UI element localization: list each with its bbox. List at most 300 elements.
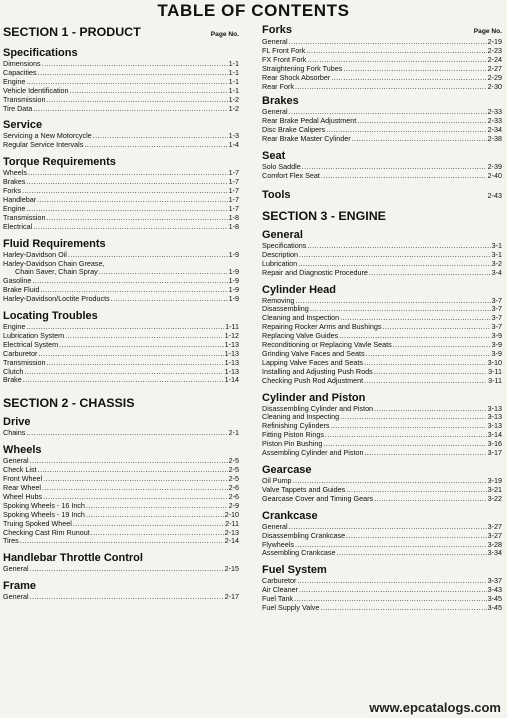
toc-entry-page: 1-2 <box>228 103 239 113</box>
toc-entry-page: 2-29 <box>487 72 502 82</box>
toc-entry-label: Chains <box>3 428 26 438</box>
leader-dots <box>340 413 486 422</box>
leader-dots <box>297 577 486 586</box>
toc-entry[interactable] <box>262 549 502 558</box>
leader-dots <box>86 502 228 511</box>
toc-entry-label: Valve Tappets and Guides <box>262 484 346 494</box>
toc-entry[interactable] <box>262 449 502 458</box>
leader-dots <box>23 376 224 385</box>
toc-group-heading: Seat <box>262 150 286 163</box>
leader-dots <box>26 429 227 438</box>
section-1-groups <box>3 47 239 385</box>
toc-group-heading: Specifications <box>3 47 78 59</box>
toc-entry-label: Regular Service Intervals <box>3 140 84 150</box>
toc-entry-label: Grinding Valve Faces and Seats <box>262 348 365 358</box>
toc-entry-label: Check List <box>3 465 37 475</box>
toc-entry-label: Transmission <box>3 212 46 222</box>
leader-dots <box>42 60 228 69</box>
toc-entry-page: 3-1 <box>491 249 502 259</box>
toc-entry-page: 1-2 <box>228 94 239 104</box>
toc-entry-page: 3-11 <box>488 375 502 385</box>
toc-group-heading: Gearcase <box>262 464 312 476</box>
leader-dots <box>374 368 487 377</box>
toc-entry-label: Rear Shock Absorber <box>262 72 331 82</box>
leader-dots <box>37 196 227 205</box>
toc-entry-page: 1-7 <box>228 194 239 204</box>
toc-group-heading: Locating Troubles <box>3 310 98 323</box>
toc-entry-label: Brake Fluid <box>3 285 40 295</box>
leader-dots <box>30 457 228 466</box>
toc-entry-label: Assembling Cylinder and Piston <box>262 448 364 458</box>
toc-entry-label: Assembling Crankcase <box>262 548 336 558</box>
leader-dots <box>91 529 224 538</box>
toc-entry-label: Spoking Wheels - 16 Inch <box>3 500 85 510</box>
toc-entry-label: Reconditioning or Replacing Vavle Seats <box>262 340 392 350</box>
toc-entry-page: 2-5 <box>228 456 239 466</box>
toc-entry-label: Brakes <box>3 177 26 187</box>
toc-entry[interactable] <box>262 377 502 386</box>
toc-entry-page: 2-6 <box>228 491 239 501</box>
section-3-groups <box>262 229 502 613</box>
toc-entry-label: Wheels <box>3 168 27 178</box>
toc-entry-label: Forks <box>3 186 21 196</box>
toc-entry-page: 2-17 <box>224 592 239 602</box>
toc-entry-page: 3-16 <box>487 439 502 449</box>
leader-dots <box>46 359 223 368</box>
leader-dots <box>366 350 491 359</box>
toc-entry[interactable] <box>262 172 502 181</box>
toc-entry[interactable] <box>262 577 502 586</box>
toc-entry-page: 3-13 <box>487 403 502 413</box>
toc-entry-page: 2-19 <box>487 37 502 46</box>
toc-entry-label: Brake <box>3 375 22 385</box>
toc-entry[interactable] <box>3 359 239 368</box>
toc-entry-label: Repairing Rocker Arms and Bushings <box>262 322 382 332</box>
leader-dots <box>59 341 223 350</box>
toc-entry-page: 3-14 <box>487 430 502 440</box>
leader-dots <box>111 295 228 304</box>
toc-entry-label: Transmission <box>3 357 46 367</box>
toc-entry-label: Solo Saddle <box>262 162 301 172</box>
toc-entry-page: 1-7 <box>228 203 239 213</box>
toc-group-heading: Drive <box>3 416 31 429</box>
toc-entry-page: 3-43 <box>487 585 502 595</box>
toc-entry-page: 1-9 <box>228 267 239 277</box>
toc-group-heading: Frame <box>3 580 37 593</box>
leader-dots <box>46 214 227 223</box>
page-title: TABLE OF CONTENTS <box>157 1 350 20</box>
toc-entry-label: Fitting Piston Rings <box>262 430 324 440</box>
toc-entry-page: 2-14 <box>224 536 239 546</box>
toc-entry-page: 3-17 <box>487 448 502 458</box>
leader-dots <box>393 341 491 350</box>
leader-dots <box>93 132 228 141</box>
leader-dots <box>325 431 487 440</box>
toc-entry-page: 1-9 <box>228 294 239 304</box>
leader-dots <box>42 484 228 493</box>
page-no-label-right: Page No. <box>473 28 502 35</box>
leader-dots <box>38 350 223 359</box>
leader-dots <box>306 47 486 56</box>
toc-entry[interactable] <box>3 178 239 187</box>
toc-entry-page: 2-27 <box>487 63 502 73</box>
toc-entry[interactable] <box>262 251 502 260</box>
toc-entry-label: Engine <box>3 76 26 86</box>
toc-entry-page: 2-10 <box>224 509 239 519</box>
toc-entry-page: 3-13 <box>487 421 502 431</box>
section-2-header <box>3 395 239 412</box>
section-1-header <box>3 24 239 43</box>
toc-entry-page: 2-15 <box>224 564 239 574</box>
toc-entry[interactable] <box>3 457 239 466</box>
leader-dots <box>86 511 224 520</box>
leader-dots <box>364 377 487 386</box>
toc-entry-page: 1-7 <box>228 177 239 187</box>
toc-entry-label: Disc Brake Calipers <box>262 125 326 135</box>
toc-group-heading: Handlebar Throttle Control <box>3 552 143 565</box>
toc-entry-page: 2-40 <box>487 170 502 180</box>
toc-entry-page: 1-9 <box>228 285 239 295</box>
toc-entry[interactable] <box>3 196 239 205</box>
toc-entry[interactable] <box>3 368 239 377</box>
toc-entry-label: Harley-Davidson Oil <box>3 249 67 259</box>
leader-dots <box>320 604 486 613</box>
toc-entry-page: 2-30 <box>487 81 502 91</box>
toc-entry-label: General <box>262 521 288 531</box>
toc-entry-label: Flywheels <box>262 539 294 549</box>
toc-entry-label: Rear Wheel <box>3 483 41 492</box>
toc-entry-label: Cleaning and Inspection <box>262 313 340 323</box>
right-column <box>262 24 502 613</box>
toc-entry-page: 2-9 <box>228 500 239 510</box>
leader-dots <box>357 117 486 126</box>
toc-entry-page: 2-23 <box>487 45 502 55</box>
toc-entry-page: 3-45 <box>487 594 502 604</box>
toc-entry-label: Vehicle Identification <box>3 85 69 95</box>
toc-entry-label: Truing Spoked Wheel <box>3 518 72 528</box>
toc-entry-label: Comfort Flex Seat <box>262 170 320 180</box>
toc-entry-label: Gasoline <box>3 276 32 286</box>
toc-entry[interactable] <box>262 495 502 504</box>
toc-entry-page: 1-13 <box>224 357 239 367</box>
toc-entry-page: 3-45 <box>487 603 502 613</box>
toc-entry-label: Piston Pin Bushing <box>262 439 323 449</box>
toc-entry[interactable] <box>3 214 239 223</box>
leader-dots <box>30 593 224 602</box>
toc-entry-label: Disassembling Cylinder and Piston <box>262 403 374 413</box>
leader-dots <box>26 205 227 214</box>
toc-entry[interactable] <box>262 604 502 613</box>
toc-entry-page: 3-9 <box>491 340 502 350</box>
leader-dots <box>364 449 486 458</box>
toc-entry-page: 3-28 <box>487 539 502 549</box>
leader-dots <box>70 87 228 96</box>
toc-entry-label: Handlebar <box>3 194 37 204</box>
toc-entry[interactable] <box>3 96 239 105</box>
toc-entry-page: 3-2 <box>491 258 502 268</box>
toc-entry[interactable] <box>3 268 239 277</box>
leader-dots <box>294 595 487 604</box>
toc-entry-label: Rear Fork <box>262 81 294 91</box>
toc-group-heading: Brakes <box>262 95 299 108</box>
toc-entry[interactable] <box>3 529 239 538</box>
forks-rows <box>262 38 502 91</box>
toc-group-heading: Wheels <box>3 444 42 457</box>
toc-entry-label: Front Wheel <box>3 474 43 484</box>
leader-dots <box>33 105 227 114</box>
leader-dots <box>321 172 487 181</box>
section-2-groups <box>3 416 239 602</box>
leader-dots <box>46 96 227 105</box>
leader-dots <box>38 466 228 475</box>
toc-entry-label: FX Front Fork <box>262 54 307 64</box>
toc-entry-label: Engine <box>3 203 26 213</box>
leader-dots <box>295 83 487 92</box>
leader-dots <box>299 586 487 595</box>
toc-entry[interactable] <box>3 565 239 574</box>
toc-entry-label: Harley-Davidson/Loctite Products <box>3 294 110 304</box>
toc-entry-label: Disassembling Crankcase <box>262 530 346 540</box>
leader-dots <box>382 323 490 332</box>
toc-entry[interactable] <box>3 376 239 385</box>
toc-entry-label: Cleaning and Inspecting <box>262 412 340 422</box>
leader-dots <box>65 332 223 341</box>
toc-entry[interactable] <box>3 429 239 438</box>
leader-dots <box>43 475 227 484</box>
leader-dots <box>38 69 228 78</box>
forks-heading: Forks <box>262 24 292 36</box>
toc-group-heading: Torque Requirements <box>3 156 116 169</box>
toc-entry-page: 2-13 <box>224 527 239 537</box>
toc-entry-label: Straightening Fork Tubes <box>262 63 343 73</box>
toc-entry-label: Engine <box>3 322 26 332</box>
toc-entry-label: FL Front Fork <box>262 45 306 55</box>
toc-entry-page: 1-7 <box>228 168 239 178</box>
leader-dots <box>307 242 490 251</box>
toc-entry[interactable] <box>3 223 239 232</box>
page-no-label: Page No. <box>210 31 239 38</box>
toc-entry-page: 1-14 <box>224 375 239 385</box>
toc-entry-page: 1-13 <box>224 339 239 349</box>
toc-entry-page: 1-1 <box>228 76 239 86</box>
toc-entry-label: Checking Cast Rim Runout <box>3 527 90 537</box>
toc-entry-label: General <box>3 456 29 466</box>
leader-dots <box>364 359 487 368</box>
toc-entry-page: 1-1 <box>228 85 239 95</box>
leader-dots <box>289 38 487 47</box>
toc-entry-page: 3-9 <box>491 331 502 341</box>
leader-dots <box>24 368 223 377</box>
toc-entry-label: Harley-Davidson Chain Grease, <box>3 258 105 268</box>
leader-dots <box>28 169 228 178</box>
tools-entry[interactable] <box>262 189 502 202</box>
toc-group-heading: Cylinder Head <box>262 283 336 296</box>
toc-entry-label: Checking Push Rod Adjustment <box>262 375 364 385</box>
toc-entry-page: 2-33 <box>487 107 502 117</box>
toc-entry-page: 3-4 <box>491 267 502 277</box>
toc-entry-label: Refinishing Cylinders <box>262 421 330 431</box>
section-3-header <box>262 208 502 225</box>
toc-entry-page: 2-11 <box>225 518 239 528</box>
section-3-title: SECTION 3 - ENGINE <box>262 208 386 223</box>
toc-group-heading: General <box>262 228 303 241</box>
toc-entry-page: 2-5 <box>228 465 239 475</box>
toc-entry-page: 2-6 <box>228 483 239 492</box>
leader-dots <box>99 268 228 277</box>
toc-entry-label: Clutch <box>3 366 24 376</box>
leader-dots <box>374 495 487 504</box>
leader-dots <box>33 223 227 232</box>
toc-entry-label: Carburetor <box>3 348 38 358</box>
toc-entry-page: 3-11 <box>488 366 502 376</box>
toc-entry-page: 1-8 <box>228 221 239 231</box>
leader-dots <box>302 163 487 172</box>
toc-entry[interactable] <box>262 83 502 92</box>
toc-entry-page: 2-39 <box>487 162 502 172</box>
toc-entry-label: Disassembling <box>262 304 309 314</box>
leader-dots <box>374 405 487 414</box>
leader-dots <box>295 297 490 306</box>
toc-entry-label: Tires <box>3 536 19 546</box>
leader-dots <box>26 178 227 187</box>
toc-entry-label: Servicing a New Motorcycle <box>3 131 92 141</box>
toc-entry[interactable] <box>3 141 239 150</box>
toc-entry[interactable] <box>262 586 502 595</box>
toc-entry-label: Electrical System <box>3 339 59 349</box>
forks-header <box>262 24 502 38</box>
toc-entry-label: Wheel Hubs <box>3 491 43 501</box>
toc-entry-page: 1-4 <box>228 140 239 150</box>
leader-dots <box>331 422 487 431</box>
toc-entry-page: 3-21 <box>487 484 502 494</box>
toc-entry[interactable] <box>3 593 239 602</box>
leader-dots <box>84 141 227 150</box>
toc-entry-label: Specifications <box>262 240 307 250</box>
toc-entry[interactable] <box>3 69 239 78</box>
toc-entry-label: Lubrication System <box>3 330 65 340</box>
toc-entry-label: Electrical <box>3 221 33 231</box>
toc-entry-label: Rear Brake Master Cylinder <box>262 134 351 144</box>
toc-entry-label: Gearcase Cover and Timing Gears <box>262 493 374 503</box>
toc-entry-label: Replacing Valve Guides <box>262 331 339 341</box>
toc-entry-page: 3-7 <box>491 304 502 314</box>
toc-entry-page: 3-22 <box>487 493 502 503</box>
toc-entry-page: 3-10 <box>487 357 502 367</box>
leader-dots <box>352 135 487 144</box>
toc-entry-page: 1-9 <box>228 276 239 286</box>
leader-dots <box>331 74 486 83</box>
toc-entry-label: Fuel Tank <box>262 594 294 604</box>
left-column <box>3 24 239 602</box>
toc-entry-label: Rear Brake Pedal Adjustment <box>262 116 357 126</box>
toc-entry[interactable] <box>3 187 239 196</box>
toc-entry-page: 3-27 <box>487 521 502 531</box>
toc-group-heading: Service <box>3 119 43 132</box>
toc-entry-label: Air Cleaner <box>262 585 298 595</box>
toc-entry-page: 2-1 <box>228 428 239 438</box>
toc-entry-page: 1-12 <box>224 330 239 340</box>
toc-entry-page: 3-37 <box>487 576 502 586</box>
toc-entry-label: Carburetor <box>262 576 297 586</box>
toc-entry-page: 1-11 <box>225 322 239 332</box>
toc-entry[interactable] <box>3 537 239 546</box>
toc-entry-page: 3-27 <box>487 530 502 540</box>
toc-entry[interactable] <box>3 60 239 69</box>
toc-group-heading: Crankcase <box>262 509 318 522</box>
toc-entry-label: Oil Pump <box>262 476 292 485</box>
tools-heading: Tools <box>262 188 291 201</box>
toc-entry-label: Tire Data <box>3 103 33 113</box>
section-1-title: SECTION 1 - PRODUCT <box>3 25 141 39</box>
toc-entry-page: 3-34 <box>487 548 502 558</box>
toc-entry-label: Spoking Wheels - 19 Inch <box>3 509 85 519</box>
toc-entry[interactable] <box>262 532 502 541</box>
leader-dots <box>32 277 227 286</box>
chassis-groups-right <box>262 95 502 180</box>
toc-entry-page: 2-34 <box>487 125 502 135</box>
toc-entry-label: General <box>262 107 288 117</box>
toc-entry-page: 3-19 <box>487 476 502 485</box>
toc-entry-page: 1-1 <box>228 67 239 77</box>
toc-entry-label: Capacities <box>3 67 37 77</box>
toc-entry[interactable] <box>3 341 239 350</box>
toc-entry-page: 3-9 <box>491 348 502 358</box>
toc-entry-label: Description <box>262 249 298 259</box>
toc-entry-page: 1-8 <box>228 212 239 222</box>
toc-entry-page: 1-3 <box>228 131 239 141</box>
section-2-title: SECTION 2 - CHASSIS <box>3 396 135 411</box>
toc-entry-label: Installing and Adjusting Push Rods <box>262 366 373 376</box>
toc-entry-page: 2-24 <box>487 54 502 64</box>
toc-group-heading: Fluid Requirements <box>3 237 106 250</box>
toc-entry-page: 3-13 <box>487 412 502 422</box>
toc-entry-label: Chain Saver, Chain Spray <box>15 267 98 277</box>
leader-dots <box>337 549 487 558</box>
leader-dots <box>299 251 491 260</box>
toc-entry-page: 1-13 <box>224 366 239 376</box>
toc-entry-label: Repair and Diagnostic Procedure <box>262 267 368 277</box>
leader-dots <box>20 537 224 546</box>
toc-group-heading: Cylinder and Piston <box>262 391 366 404</box>
toc-entry-page: 3-7 <box>491 295 502 305</box>
toc-entry[interactable] <box>262 74 502 83</box>
toc-entry-label: Fuel Supply Valve <box>262 603 320 613</box>
leader-dots <box>22 187 228 196</box>
toc-entry[interactable] <box>262 269 502 278</box>
toc-entry-label: Dimensions <box>3 59 41 68</box>
toc-entry[interactable] <box>3 295 239 304</box>
toc-entry-page: 2-5 <box>228 474 239 484</box>
toc-entry-page: 3-1 <box>491 240 502 250</box>
toc-entry-label: General <box>3 564 29 574</box>
toc-entry-label: General <box>262 37 288 46</box>
toc-entry-label: General <box>3 592 29 602</box>
tools-page: 2-43 <box>487 190 502 200</box>
leader-dots <box>73 520 224 529</box>
leader-dots <box>343 65 486 74</box>
toc-entry[interactable] <box>262 135 502 144</box>
toc-entry[interactable] <box>262 242 502 251</box>
toc-entry-page: 2-33 <box>487 116 502 126</box>
toc-entry-label: Transmission <box>3 94 46 104</box>
toc-entry[interactable] <box>3 105 239 114</box>
toc-entry-page: 2-38 <box>487 134 502 144</box>
watermark: www.epcatalogs.com <box>369 700 501 715</box>
toc-entry-page: 1-7 <box>228 186 239 196</box>
toc-entry-label: Lapping Valve Faces and Seats <box>262 357 363 367</box>
toc-entry[interactable] <box>3 169 239 178</box>
leader-dots <box>30 565 224 574</box>
